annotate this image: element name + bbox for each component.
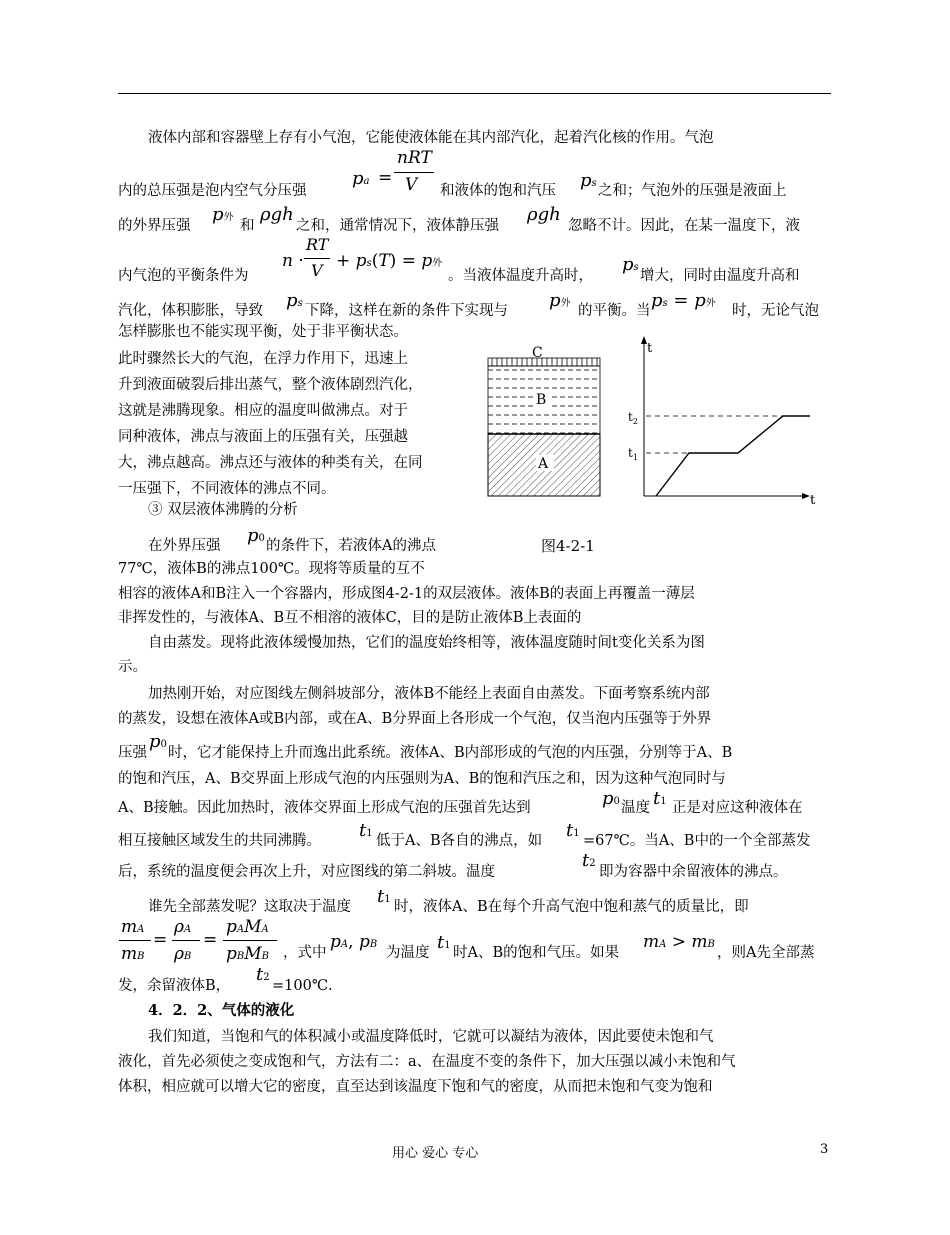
- side-line: 同种液体，沸点与液面上的压强有关，压强越: [118, 429, 408, 445]
- para3-line4: 非挥发性的，与液体A、B互不相溶的液体C，目的是防止液体B上表面的: [118, 610, 582, 626]
- para4-line6: 相互接触区域发生的共同沸腾。: [118, 833, 321, 849]
- formula-pwai-2: p外: [549, 290, 571, 311]
- formula-eq2: =: [153, 930, 168, 950]
- para1-line3b: 和: [240, 218, 255, 234]
- tick-t1: $t_1$: [628, 446, 638, 462]
- formula-rhogh-2: ρgh: [527, 204, 561, 225]
- header-rule: [118, 93, 831, 94]
- para4-line5c: 正是对应这种液体在: [672, 800, 803, 816]
- formula-t1-3: t1: [566, 820, 580, 841]
- figure-4-2-1: [480, 330, 830, 520]
- formula-ma-gt-mb: mA > mB: [643, 932, 715, 952]
- para1-line4a: 内气泡的平衡条件为: [118, 268, 249, 284]
- label-c: C: [532, 345, 543, 361]
- formula-p0: p0: [247, 525, 265, 546]
- para3-line3: 相容的液体A和B注入一个容器内，形成图4-2-1的双层液体。液体B的表面上再覆盖一薄层: [118, 586, 695, 602]
- para3-line1a: 在外界压强: [148, 538, 221, 554]
- axis-x-label: t: [810, 493, 816, 508]
- formula-n: n ·: [282, 251, 304, 271]
- side-line: 一压强下，不同液体的沸点不同。: [118, 481, 336, 497]
- para1-line2c: 之和；气泡外的压强是液面上: [598, 183, 787, 199]
- para5-line1a: 谁先全部蒸发呢？这取决于温度: [148, 899, 351, 915]
- para4-line2: 的蒸发，设想在液体A或B内部，或在A、B分界面上各形成一个气泡，仅当泡内压强等于外界: [118, 711, 712, 727]
- formula-eq3: =: [203, 930, 218, 950]
- formula-ma: mA: [121, 917, 145, 937]
- formula-mb: mB: [121, 944, 145, 964]
- para1-line6: 怎样膨胀也不能实现平衡，处于非平衡状态。: [118, 324, 408, 340]
- para5-line2b: 为温度: [386, 945, 430, 961]
- para1-line5d: 时，无论气泡: [732, 303, 819, 319]
- para4-line3a: 压强: [118, 745, 147, 761]
- para1-line3a: 的外界压强: [118, 218, 191, 234]
- formula-t1-5: t1: [437, 932, 451, 953]
- para6-line2: 液化，首先必须使之变成饱和气，方法有二：a、在温度不变的条件下，加大压强以减小未饱和气: [118, 1054, 736, 1070]
- footer-slogan: 用心 爱心 专心: [392, 1146, 479, 1161]
- para1-line3d: 忽略不计。因此，在某一温度下，液: [568, 218, 800, 234]
- para3-line2: 77℃，液体B的沸点100℃。现将等质量的互不: [118, 561, 425, 577]
- formula-t1: t1: [653, 788, 667, 809]
- para5-line2a: ，式中: [283, 945, 327, 961]
- formula-rt: RT: [306, 235, 329, 254]
- page-number: 3: [820, 1142, 829, 1157]
- temperature-graph: [641, 336, 810, 499]
- formula-v: V: [405, 175, 418, 195]
- formula-t1-4: t1: [377, 886, 391, 907]
- para1-line3c: 之和，通常情况下，液体静压强: [296, 218, 499, 234]
- formula-v2: V: [311, 261, 323, 280]
- para5-line1b: 时，液体A、B在每个升高气泡中饱和蒸气的质量比，即: [394, 899, 749, 915]
- para4-line5a: A、B接触。因此加热时，液体交界面上形成气泡的压强首先达到: [118, 800, 531, 816]
- formula-rhob: ρB: [174, 944, 192, 964]
- para4-line5b: 温度: [621, 800, 650, 816]
- formula-p0-3: p0: [602, 788, 620, 809]
- formula-ps-3: ps: [286, 290, 303, 311]
- para4-line7b: 即为容器中余留液体的沸点。: [599, 864, 788, 880]
- formula-ps-t: + ps(T) = p外: [336, 251, 443, 271]
- para1-line5a: 汽化，体积膨胀，导致: [118, 303, 263, 319]
- side-line: 大，沸点越高。沸点还与液体的种类有关，在同: [118, 455, 423, 471]
- formula-papb: pA, pB: [330, 932, 378, 952]
- fraction-bar-pm: [223, 940, 277, 941]
- formula-t2: t2: [582, 850, 596, 871]
- para1-line4b: 。当液体温度升高时，: [448, 268, 593, 284]
- para1-line5b: 下降，这样在新的条件下实现与: [305, 303, 508, 319]
- para6-line1: 我们知道，当饱和气的体积减小或温度降低时，它就可以凝结为液体，因此要使未饱和气: [148, 1029, 714, 1045]
- para1-line4c: 增大，同时由温度升高和: [640, 268, 800, 284]
- figure-caption: 图4-2-1: [541, 537, 595, 555]
- formula-eq: =: [378, 168, 393, 188]
- label-a: A: [538, 456, 549, 472]
- formula-p0-2: p0: [149, 731, 167, 752]
- para1-line5c: 的平衡。当: [578, 303, 651, 319]
- section-heading: 4．2．2、气体的液化: [148, 1002, 295, 1019]
- para4-line3b: 时，它才能保持上升而逸出此系统。液体A、B内部形成的气泡的内压强，分别等于A、B: [168, 745, 733, 761]
- para5-line2c: 时A、B的饱和气压。如果: [453, 945, 620, 961]
- side-line: 这就是沸腾现象。相应的温度叫做沸点。对于: [118, 403, 408, 419]
- fraction-bar: [394, 172, 434, 173]
- label-b: B: [536, 392, 547, 408]
- formula-ps-2: ps: [622, 254, 639, 275]
- section3-title: ③ 双层液体沸腾的分析: [148, 502, 298, 518]
- para1-line2a: 内的总压强是泡内空气分压强: [118, 183, 307, 199]
- para3-line5: 自由蒸发。现将此液体缓慢加热，它们的温度始终相等，液体温度随时间t变化关系为图: [148, 635, 705, 651]
- para3-line1b: 的条件下，若液体A的沸点: [266, 538, 436, 554]
- fraction-bar-rho: [172, 940, 200, 941]
- para4-line4: 的饱和汽压，A、B交界面上形成气泡的内压强则为A、B的饱和汽压之和，因为这种气泡同时与: [118, 771, 726, 787]
- formula-nrt: nRT: [397, 148, 432, 168]
- formula-pama: pAMA: [226, 917, 269, 937]
- para4-line1: 加热刚开始，对应图线左侧斜坡部分，液体B不能经上表面自由蒸发。下面考察系统内部: [148, 686, 710, 702]
- formula-pwai: p外: [212, 204, 234, 225]
- formula-ps: ps: [580, 170, 597, 191]
- para1-line1: 液体内部和容器壁上存有小气泡，它能使液体能在其内部汽化，起着汽化核的作用。气泡: [148, 130, 714, 146]
- formula-t1-2: t1: [359, 820, 373, 841]
- para6-line3: 体积，相应就可以增大它的密度，直至达到该温度下饱和气的密度，从而把未饱和气变为饱和: [118, 1079, 713, 1095]
- formula-t2-2: t2: [256, 964, 270, 985]
- formula-rhogh: ρgh: [260, 204, 294, 225]
- para4-line6b: 低于A、B各自的沸点，如: [376, 833, 543, 849]
- axis-t-label: t: [647, 341, 653, 356]
- side-line: 升到液面破裂后排出蒸气，整个液体剧烈汽化，: [118, 377, 423, 393]
- para5-line3b: =100℃.: [272, 978, 333, 994]
- para5-line3a: 发，余留液体B，: [118, 978, 231, 994]
- para4-line7a: 后，系统的温度便会再次上升，对应图线的第二斜坡。温度: [118, 864, 495, 880]
- fraction-bar-2: [304, 258, 330, 259]
- container-diagram: [488, 358, 600, 496]
- tick-t2: $t_2$: [628, 410, 638, 426]
- formula-pbmb: pBMB: [226, 944, 270, 964]
- para5-line2d: ，则A先全部蒸: [717, 945, 815, 961]
- para3-line6: 示。: [118, 659, 147, 675]
- fraction-bar-m: [119, 940, 151, 941]
- formula-pa: pa: [352, 168, 370, 189]
- para1-line2b: 和液体的饱和汽压: [440, 183, 556, 199]
- side-line: 此时骤然长大的气泡，在浮力作用下，迅速上: [118, 351, 408, 367]
- para4-line6c: =67℃。当A、B中的一个全部蒸发: [583, 833, 811, 849]
- formula-ps-eq: ps = p外: [651, 290, 716, 311]
- formula-rhoa: ρA: [174, 917, 192, 937]
